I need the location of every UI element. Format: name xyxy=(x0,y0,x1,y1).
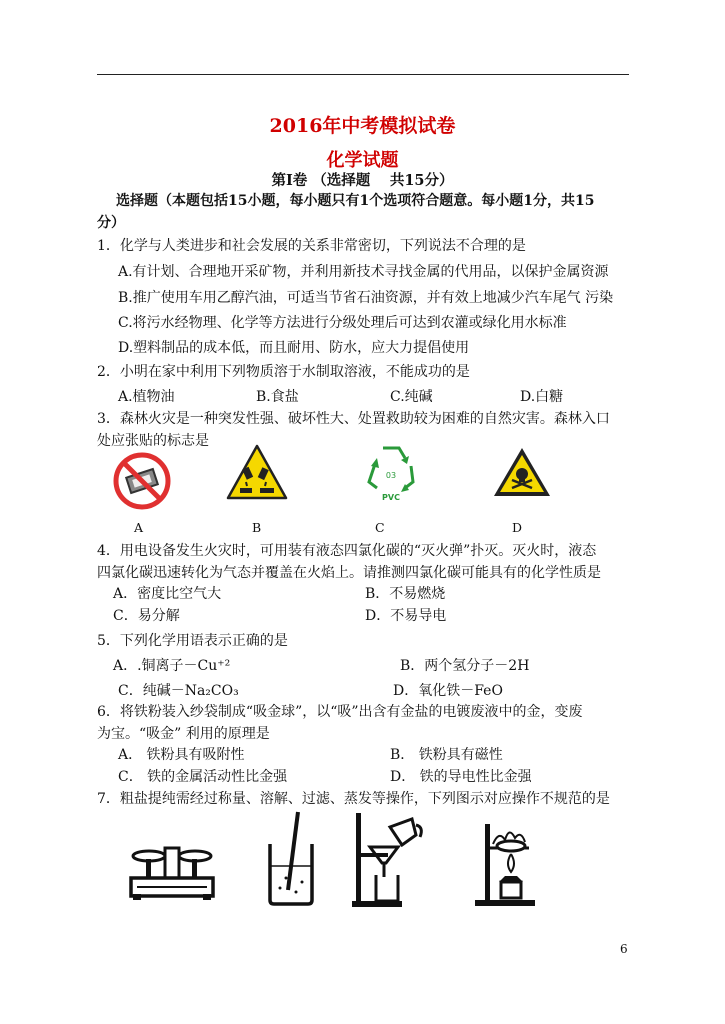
q6-option-d: D． 铁的导电性比金强 xyxy=(390,769,532,785)
q6-option-c: C． 铁的金属活动性比金强 xyxy=(118,769,288,785)
q1-option-a: A.有计划、合理地开采矿物，并利用新技术寻找金属的代用品，以保护金属资源 xyxy=(118,264,609,280)
q7-stem: 7．粗盐提纯需经过称量、溶解、过滤、蒸发等操作，下列图示对应操作不规范的是 xyxy=(97,791,610,807)
q3-stem-line1: 3．森林火灾是一种突发性强、破坏性大、处置救助较为困难的自然灾害。森林入口 xyxy=(97,411,610,427)
recycle-material: PVC xyxy=(382,493,400,502)
instructions-line2: 分） xyxy=(97,215,125,231)
q6-option-a: A． 铁粉具有吸附性 xyxy=(118,747,245,763)
filtration-setup-icon xyxy=(350,805,430,910)
q3-label-c: C xyxy=(375,520,385,535)
q3-label-b: B xyxy=(252,520,262,535)
instructions-line1: 选择题（本题包括15小题，每小题只有1个选项符合题意。每小题1分，共15 xyxy=(116,193,595,209)
header-rule xyxy=(97,74,629,75)
q1-option-c: C.将污水经物理、化学等方法进行分级处理后可达到农灌或绿化用水标准 xyxy=(118,315,567,331)
q3-label-d: D xyxy=(512,520,523,535)
q4-option-a: A．密度比空气大 xyxy=(113,586,222,602)
q5-stem: 5．下列化学用语表示正确的是 xyxy=(97,633,288,649)
q5-option-c: C．纯碱－Na₂CO₃ xyxy=(118,683,239,699)
evaporation-setup-icon xyxy=(465,820,545,908)
part-heading: 第Ⅰ卷 （选择题 共15分） xyxy=(271,172,454,189)
q6-stem-line1: 6．将铁粉装入纱袋制成“吸金球”，以“吸”出含有金盐的电镀废液中的金，变废 xyxy=(97,704,583,720)
recycle-code: 03 xyxy=(385,471,397,480)
q3-label-a: A xyxy=(134,520,144,535)
q4-option-c: C．易分解 xyxy=(113,608,180,624)
q4-option-b: B．不易燃烧 xyxy=(365,586,446,602)
q2-stem: 2．小明在家中利用下列物质溶于水制取溶液，不能成功的是 xyxy=(97,364,470,380)
q1-option-d: D.塑料制品的成本低，而且耐用、防水，应大力提倡使用 xyxy=(118,340,470,356)
q4-stem-line1: 4．用电设备发生火灾时，可用装有液态四氯化碳的“灭火弹”扑灭。灭火时，液态 xyxy=(97,543,597,559)
q2-option-c: C.纯碱 xyxy=(390,389,433,405)
page-title: 2016年中考模拟试卷 xyxy=(269,115,456,137)
no-matches-sign-icon xyxy=(113,452,171,510)
balance-scale-icon xyxy=(127,826,217,906)
q5-option-a: A．.铜离子－Cu⁺² xyxy=(113,658,231,674)
q6-stem-line2: 为宝。“吸金” 利用的原理是 xyxy=(97,726,270,742)
q4-option-d: D．不易导电 xyxy=(365,608,447,624)
q2-option-d: D.白糖 xyxy=(520,389,564,405)
q1-option-b: B.推广使用车用乙醇汽油，可适当节省石油资源，并有效上地减少汽车尾气 污染 xyxy=(118,290,614,306)
q3-stem-line2: 处应张贴的标志是 xyxy=(97,433,209,449)
pvc-recycle-icon xyxy=(365,442,417,502)
corrosive-warning-icon xyxy=(226,444,288,500)
q2-option-b: B.食盐 xyxy=(256,389,299,405)
q5-option-b: B．两个氢分子－2H xyxy=(400,658,530,674)
toxic-warning-icon xyxy=(492,446,552,498)
subject-title: 化学试题 xyxy=(326,150,399,171)
beaker-stirring-icon xyxy=(262,808,322,908)
q5-option-d: D．氧化铁－FeO xyxy=(393,683,503,699)
q6-option-b: B． 铁粉具有磁性 xyxy=(390,747,503,763)
q4-stem-line2: 四氯化碳迅速转化为气态并覆盖在火焰上。请推测四氯化碳可能具有的化学性质是 xyxy=(97,565,601,581)
q1-stem: 1．化学与人类进步和社会发展的关系非常密切，下列说法不合理的是 xyxy=(97,238,526,254)
q2-option-a: A.植物油 xyxy=(118,389,175,405)
page-number: 6 xyxy=(620,942,628,956)
